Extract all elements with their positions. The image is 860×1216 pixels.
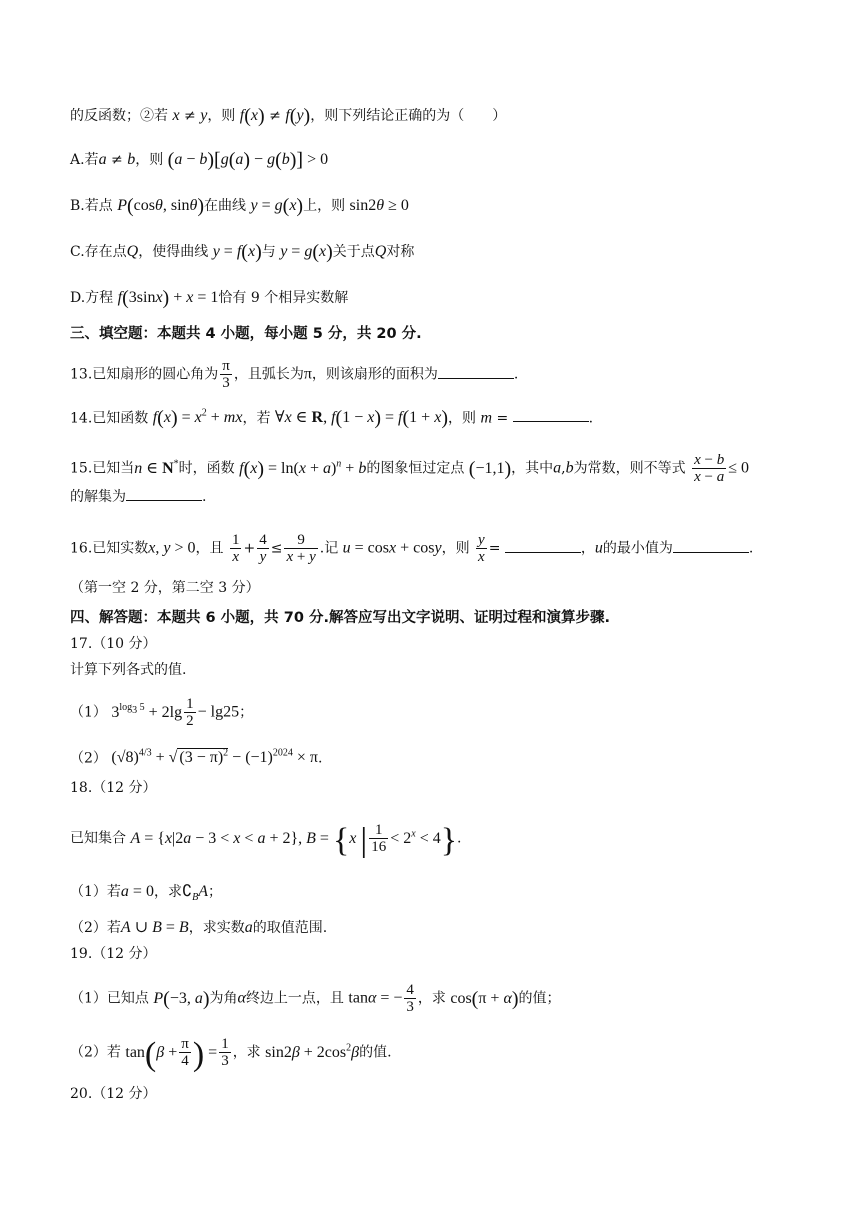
question-19-part-1: （1）已知点 P(−3, a)为角α终边上一点，且 tanα = − $\frac{4}{3}$ ，求 cos(π + α)的值； — [70, 982, 561, 1015]
answer-blank[interactable] — [505, 538, 581, 553]
question-18-part-1: （1）若a = 0，求$∁_BA$； — [70, 883, 223, 904]
question-16-note: （第一空 2 分，第二空 3 分） — [70, 580, 260, 596]
answer-blank[interactable] — [673, 538, 749, 553]
question-14: 14.已知函数 $f(x) = x^2$ + mx，若 ∀x ∈ R, f(1 − x) = f(1 + x)，则 m = . — [70, 407, 594, 430]
q12-option-a: A.若a ≠ b，则 (a − b)[g(a) − g(b)] > 0 — [70, 149, 329, 171]
q12-stem-line: 的反函数；②若 x ≠ y，则 f(x) ≠ f(y)，则下列结论正确的为（ ） — [70, 105, 507, 127]
section-3-heading: 三、填空题：本题共 4 小题，每小题 5 分，共 20 分. — [70, 326, 422, 342]
question-17-part-2: （2） $(√8)^{4/3}$ + √ $(3 - \pi)^2 - (-1)^{2024} \times \pi$. — [70, 748, 323, 767]
question-15-line-1: 15.已知当n ∈ N*时，函数 $f(x) = \ln(x + a)^n + b$的图象恒过定点 (−1,1)，其中a,b为常数，则不等式 $\frac{x - b}{x - a}$ ≤ 0 — [70, 452, 749, 485]
answer-blank[interactable] — [513, 407, 589, 422]
question-17-part-1: （1） $3^{log_3 5} + 2\lg$ $\frac{1}{2}$ − lg25； — [70, 696, 254, 729]
q12-option-c: C.存在点Q，使得曲线 y = f(x)与 y = g(x)关于点Q对称 — [70, 241, 415, 263]
answer-blank[interactable] — [126, 486, 202, 501]
question-17-stem: 计算下列各式的值. — [70, 662, 187, 678]
q12-option-d: D.方程 f(3sinx) + x = 1恰有 9 个相异实数解 — [70, 287, 349, 309]
question-20-number: 20.（12 分） — [70, 1086, 157, 1102]
question-17-number: 17.（10 分） — [70, 636, 157, 652]
question-19-number: 19.（12 分） — [70, 946, 157, 962]
answer-blank[interactable] — [438, 364, 514, 379]
question-19-part-2: （2）若 tan(β + $\frac{\pi}{4}$ ) = $\frac{1}{3}$ ，求 $\sin 2\beta + 2\cos^2\beta$的值. — [70, 1035, 392, 1073]
section-4-heading: 四、解答题：本题共 6 小题，共 70 分.解答应写出文字说明、证明过程和演算步骤. — [70, 610, 610, 626]
question-18-number: 18.（12 分） — [70, 780, 157, 796]
q12-option-b: B.若点 P(cosθ, sinθ)在曲线 y = g(x)上，则 sin2θ ≥ 0 — [70, 195, 409, 217]
question-18-part-2: （2）若A ∪ B = B，求实数a的取值范围. — [70, 919, 328, 936]
question-16: 16.已知实数x, y > 0，且 $\frac{1}{x}$ + $\frac{4}{y}$ ≤ $\frac{9}{x + y}$ .记 u = cosx + cosy，则 $\frac{y}{x}$ = ，u的最小值为 . — [70, 532, 754, 565]
question-15-line-2: 的解集为 . — [70, 486, 206, 507]
question-18-stem: 已知集合 A = {x|2a − 3 < x < a + 2}, B = {x | $\frac{1}{16}$ < $2^x < 4$}. — [70, 821, 462, 859]
question-13: 13.已知扇形的圆心角为 $\frac{\pi}{3}$ ，且弧长为π，则该扇形的面积为 . — [70, 358, 519, 391]
